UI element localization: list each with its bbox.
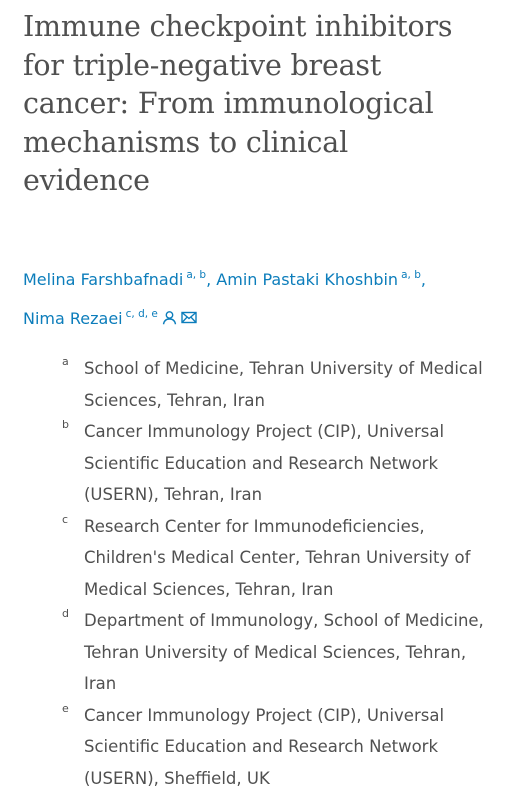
author-affiliation-refs[interactable]: c, d, e (125, 308, 158, 320)
affiliation-b (0, 416, 504, 511)
person-icon[interactable] (162, 310, 177, 325)
title-line: cancer: From immunological (23, 87, 434, 120)
affiliation-c (0, 511, 504, 606)
author-name: Melina Farshbafnadi (23, 270, 184, 289)
author-affiliation-refs[interactable]: a, b (186, 269, 207, 281)
affiliation-label: d (62, 607, 69, 620)
title-line: evidence (23, 164, 150, 197)
affiliation-label: c (62, 512, 69, 526)
author-link-melina-farshbafnadi[interactable] (23, 270, 206, 289)
title-line: for triple-negative breast (23, 48, 382, 82)
affiliation-a (0, 353, 504, 416)
title-line: mechanisms to clinical (23, 125, 349, 159)
affiliation-text: Department of Immunology, School of Medicine, (84, 611, 484, 630)
affiliation-text: Children's Medical Center, Tehran University of (84, 548, 471, 567)
affiliation-text: Scientific Education and Research Network (84, 453, 439, 473)
affiliation-label: a (62, 355, 69, 368)
author-separator: , (206, 270, 212, 289)
affiliation-list (0, 353, 522, 794)
envelope-icon[interactable] (181, 311, 197, 324)
affiliation-text: Scientific Education and Research Network (84, 737, 439, 756)
affiliation-label: b (62, 418, 69, 431)
author-separator: , (420, 270, 426, 289)
affiliation-label: e (62, 701, 69, 715)
author-line (23, 258, 513, 297)
affiliation-text: Research Center for Immunodeficiencies, (84, 516, 425, 536)
author-name: Amin Pastaki Khoshbin (216, 270, 399, 289)
author-link-amin-pastaki-khoshbin[interactable] (216, 270, 421, 289)
author-list (23, 258, 513, 336)
affiliation-text: School of Medicine, Tehran University of Medical (84, 359, 483, 378)
affiliation-text: Cancer Immunology Project (CIP), Universal (84, 705, 445, 725)
affiliation-e (0, 700, 504, 795)
affiliation-text: Cancer Immunology Project (CIP), Universal (84, 422, 445, 441)
affiliation-text: (USERN), Sheffield, UK (84, 768, 270, 788)
article-title (23, 8, 513, 201)
author-name: Nima Rezaei (23, 309, 123, 328)
author-line (23, 297, 513, 336)
affiliation-d (0, 605, 504, 700)
affiliation-text: Tehran University of Medical Sciences, Tehran, (84, 642, 467, 662)
author-link-nima-rezaei[interactable] (23, 309, 158, 328)
affiliation-text: Medical Sciences, Tehran, Iran (84, 579, 334, 599)
author-affiliation-refs[interactable]: a, b (401, 269, 421, 281)
affiliation-text: Iran (84, 674, 117, 693)
affiliation-text: (USERN), Tehran, Iran (84, 485, 263, 504)
affiliation-text: Sciences, Tehran, Iran (84, 390, 265, 410)
title-line: Immune checkpoint inhibitors (23, 10, 453, 43)
